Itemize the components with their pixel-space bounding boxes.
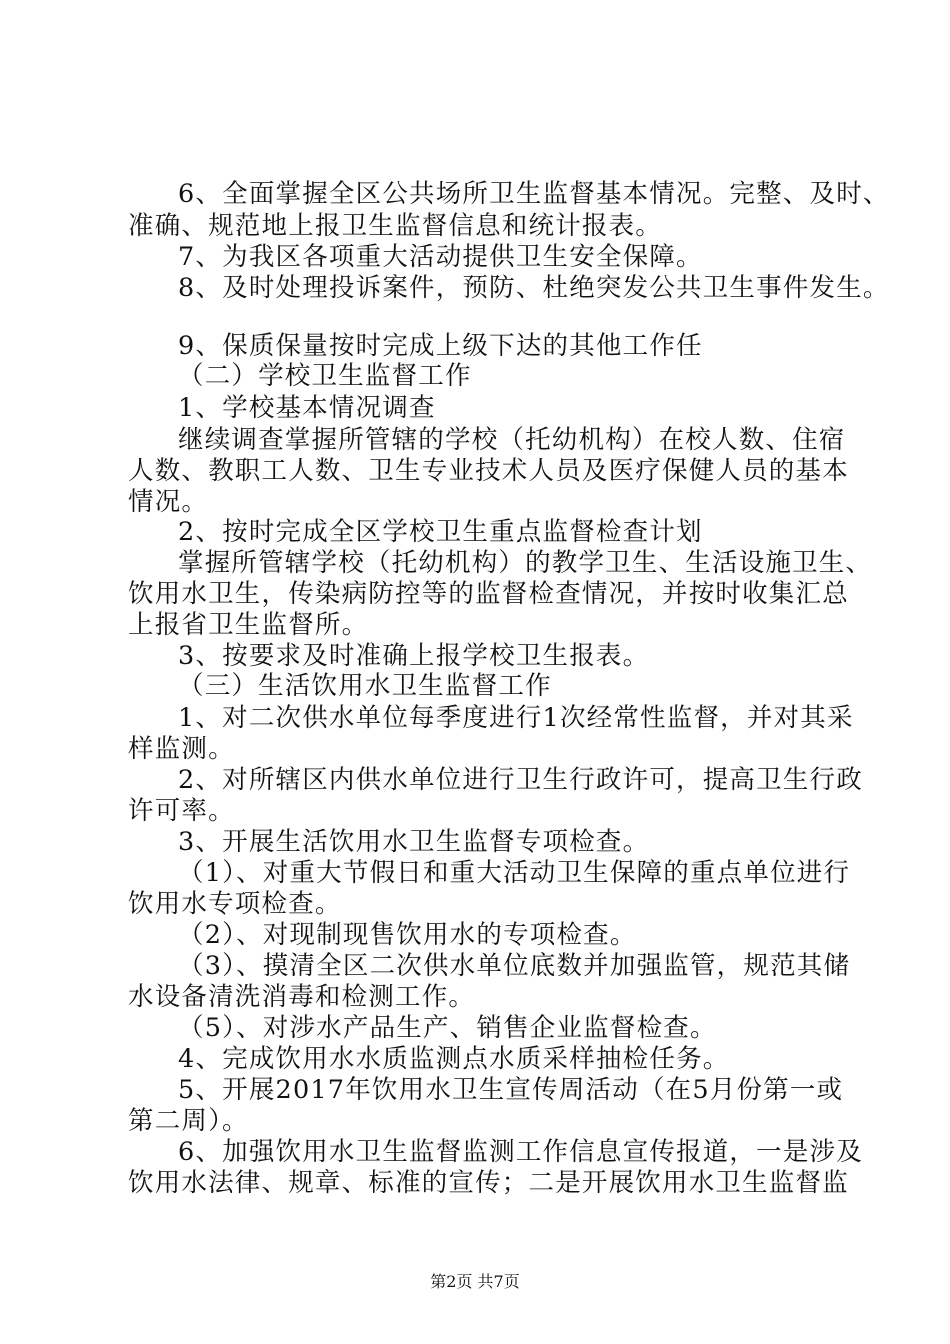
paragraph-line: 掌握所管辖学校（托幼机构）的教学卫生、生活设施卫生、 bbox=[178, 548, 873, 578]
paragraph-line: （3）、摸清全区二次供水单位底数并加强监管，规范其储 bbox=[178, 951, 851, 981]
paragraph-line: 5、开展2017年饮用水卫生宣传周活动（在5月份第一或 bbox=[178, 1075, 844, 1105]
paragraph-line: 饮用水卫生，传染病防控等的监督检查情况，并按时收集汇总 bbox=[128, 579, 849, 609]
subsection-heading: 3、开展生活饮用水卫生监督专项检查。 bbox=[178, 827, 650, 857]
paragraph-line: 上报省卫生监督所。 bbox=[128, 610, 369, 640]
paragraph-line: 7、为我区各项重大活动提供卫生安全保障。 bbox=[178, 242, 703, 272]
section-heading: （二）学校卫生监督工作 bbox=[178, 361, 472, 391]
subsection-heading: 3、按要求及时准确上报学校卫生报表。 bbox=[178, 641, 650, 671]
paragraph-line: 2、对所辖区内供水单位进行卫生行政许可，提高卫生行政 bbox=[178, 765, 863, 795]
paragraph-line: 6、全面掌握全区公共场所卫生监督基本情况。完整、及时、 bbox=[178, 179, 890, 209]
paragraph-line: （1）、对重大节假日和重大活动卫生保障的重点单位进行 bbox=[178, 858, 851, 888]
paragraph-line: 情况。 bbox=[128, 487, 209, 517]
subsection-heading: 1、学校基本情况调查 bbox=[178, 393, 436, 423]
paragraph-line: 8、及时处理投诉案件，预防、杜绝突发公共卫生事件发生。 bbox=[178, 273, 890, 303]
paragraph-line: 继续调查掌握所管辖的学校（托幼机构）在校人数、住宿 bbox=[178, 425, 846, 455]
paragraph-line: 人数、教职工人数、卫生专业技术人员及医疗保健人员的基本 bbox=[128, 456, 849, 486]
paragraph-line: 第二周）。 bbox=[128, 1106, 249, 1136]
paragraph-line: 饮用水法律、规章、标准的宣传；二是开展饮用水卫生监督监 bbox=[128, 1168, 849, 1198]
paragraph-line: 1、对二次供水单位每季度进行1次经常性监督，并对其采 bbox=[178, 703, 854, 733]
paragraph-line: 准确、规范地上报卫生监督信息和统计报表。 bbox=[128, 211, 663, 241]
section-heading: （三）生活饮用水卫生监督工作 bbox=[178, 671, 552, 701]
paragraph-line: 水设备清洗消毒和检测工作。 bbox=[128, 982, 476, 1012]
paragraph-line: 9、保质保量按时完成上级下达的其他工作任 bbox=[178, 331, 703, 361]
paragraph-line: 4、完成饮用水水质监测点水质采样抽检任务。 bbox=[178, 1044, 730, 1074]
paragraph-line: 样监测。 bbox=[128, 734, 235, 764]
paragraph-line: 许可率。 bbox=[128, 796, 235, 826]
subsection-heading: 2、按时完成全区学校卫生重点监督检查计划 bbox=[178, 517, 703, 547]
paragraph-line: （2）、对现制现售饮用水的专项检查。 bbox=[178, 920, 637, 950]
paragraph-line: （5）、对涉水产品生产、销售企业监督检查。 bbox=[178, 1013, 717, 1043]
page-footer: 第2页 共7页 bbox=[430, 1272, 520, 1291]
paragraph-line: 6、加强饮用水卫生监督监测工作信息宣传报道，一是涉及 bbox=[178, 1137, 863, 1167]
paragraph-line: 饮用水专项检查。 bbox=[128, 889, 342, 919]
